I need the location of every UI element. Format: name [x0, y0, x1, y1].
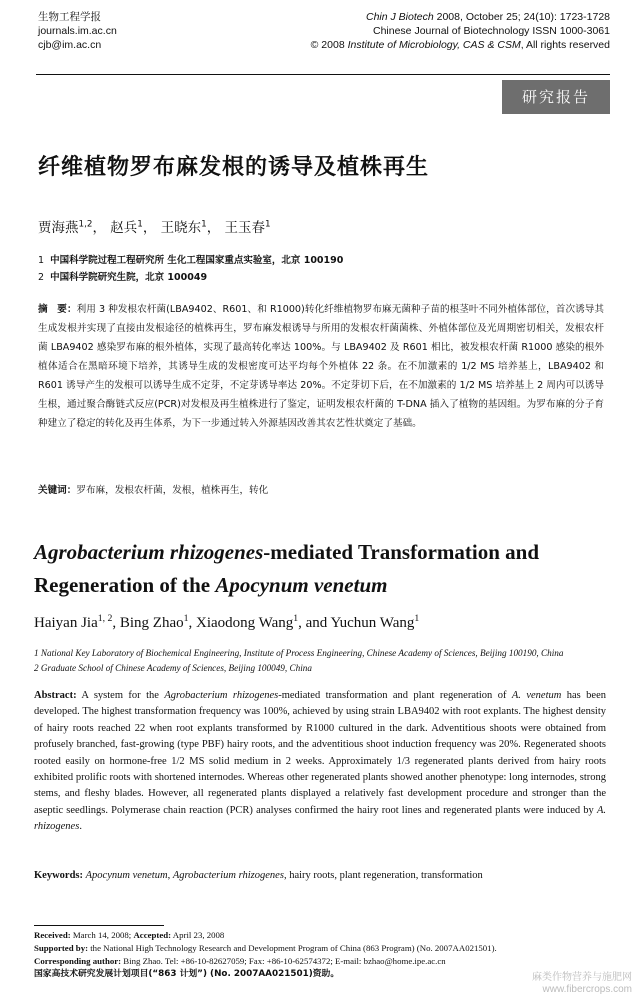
author-sup: 1 — [183, 613, 189, 624]
abstract-text: Agrobacterium rhizogenes — [164, 690, 279, 701]
author-cn: 赵兵 — [110, 220, 138, 236]
abstract-label-cn: 摘 要： — [38, 304, 77, 315]
affiliation-number: 2 — [38, 272, 45, 283]
affiliation-cn — [38, 269, 207, 283]
abstract-label-en: Abstract: — [34, 690, 77, 701]
journal-header-right — [311, 10, 610, 52]
abstract-text: A. venetum — [511, 690, 562, 701]
author-sup: 1 — [414, 613, 420, 624]
keyword: Apocynum venetum — [85, 870, 168, 881]
journal-site: journals.im.ac.cn — [38, 25, 117, 37]
author-sup: 1,2 — [78, 219, 93, 230]
paper-title-cn: 纤维植物罗布麻发根的诱导及植株再生 — [38, 155, 430, 180]
citation-details: 2008, October 25; 24(10): 1723-1728 — [433, 11, 610, 23]
author-sup: 1 — [137, 219, 143, 230]
journal-name-cn: 生物工程学报 — [38, 11, 101, 23]
author-cn: 王玉春 — [224, 220, 265, 236]
keywords-label-en: Keywords: — [34, 870, 83, 881]
journal-header-left — [38, 10, 117, 52]
received-date: March 14, 2008; — [70, 930, 134, 940]
corresponding-line — [34, 955, 497, 968]
section-tag: 研究报告 — [502, 80, 610, 114]
abstract-text: A system for the — [76, 690, 165, 701]
copyright — [311, 38, 610, 52]
footnote-rule — [34, 925, 164, 926]
keyword: , hairy roots, plant regeneration, transformation — [283, 870, 483, 881]
header-rule — [36, 74, 610, 75]
received-line — [34, 929, 497, 942]
author-cn: 王晓东 — [160, 220, 202, 236]
title-text: -mediated Transformation and — [263, 540, 540, 564]
author-sup: 1, 2 — [97, 613, 113, 624]
author-cn: 贾海燕 — [38, 220, 79, 236]
keywords-label-cn: 关键词： — [38, 485, 77, 496]
abstract-text-cn: 利用 3 种发根农杆菌(LBA9402、R601、和 R1000)转化纤维植物罗布麻无菌种子苗的根茎叶不同外植体部位，首次诱导其生成发根并实现了直接由发根途径的植株再生，罗布麻发根诱导与所用的发根农杆菌菌株、外植体部位及光周期密切相关，发根农杆菌 LBA9402 感染罗布麻的根外植体，实现了最高转化率达 100%。与 LBA9402 及 R601 相比，被发根农杆菌 R1000 感染的根外植体适合在黑暗环境下培养，其诱导生成的发根密度可达平均每个外植体 22 条。在不加激素的 1/2 MS 培养基上，LBA9402 和 R601 诱导产生的发根可以诱导生成不定芽，不定芽诱导率达 20%。不定芽切下后，在不加激素的 1/2 MS 培养基上 2 周内可以诱导生根，通过聚合酶链式反应(PCR)对发根及再生植株进行了鉴定，证明发根农杆菌的 T-DNA 插入了植物的基因组。为罗布麻的分子育种建立了稳定的转化及再生体系，为下一步通过转入外源基因改善其农艺性状奠定了基础。 — [38, 304, 604, 429]
author-en: Xiaodong Wang — [195, 615, 294, 631]
supported-label: Supported by: — [34, 943, 89, 953]
title-text: Regeneration of the — [34, 573, 216, 597]
fund-line-cn: 国家高技术研究发展计划项目(“863 计划”) (No. 2007AA021501)资助。 — [34, 969, 340, 979]
abstract-text: . — [79, 821, 82, 833]
abstract-cn — [38, 300, 604, 433]
copyright-holder: Institute of Microbiology, CAS & CSM — [347, 39, 521, 51]
journal-name-en: Chinese Journal of Biotechnology ISSN 1000-3061 — [373, 25, 610, 37]
keywords-en — [34, 870, 483, 881]
author-en: Haiyan Jia — [34, 615, 98, 631]
affiliation-en — [34, 648, 563, 658]
author-sup: 1 — [201, 219, 207, 230]
supported-text: the National High Technology Research and Development Program of China (863 Program) (No. 2007AA021501). — [88, 943, 497, 953]
author-list-cn: 贾海燕$^{1,2}$， 赵兵$^1$， 王晓东$^1$， 王玉春$^1$ — [38, 219, 271, 236]
title-organism: Agrobacterium rhizogenes — [34, 540, 264, 564]
author-list-en: Haiyan Jia$^{1, 2}$, Bing Zhao$^1$, Xiaodong Wang$^1$, and Yuchun Wang$^1$ — [34, 613, 420, 631]
citation — [311, 10, 610, 24]
author-en: and Yuchun Wang — [305, 615, 415, 631]
author-en: Bing Zhao — [119, 615, 184, 631]
accepted-label: Accepted: — [133, 930, 172, 940]
abstract-en — [34, 688, 606, 836]
affiliation-text: National Key Laboratory of Biochemical Engineering, Institute of Process Engineering, Chinese Academy of Sciences, Beijing 100190, China — [40, 648, 564, 658]
footnote — [34, 929, 497, 981]
abstract-text: has been developed. The highest transformation frequency was 100%, achieved by using strain LBA9402 with root explants. The highest density of hairy roots reached 22 when root explants transformed by R1000 cultured in the dark. Adventitious shoots were obtained from profusely branched, fast-growing (type PBF) hairy roots, and the adventitious shoot induction frequency was 20%. Regenerated shoots rooted easily on hormone-free 1/2 MS solid medium in 2 weeks. Approximately 1/3 regenerated plants derived from hairy roots exhibited prolific roots with shortened internodes. Whereas other regenerated plants showed another phenotype: long internodes, strong stems, and fleshy blades. However, all regenerated plants displayed a relatively fast development procedure and stronger than the aseptic seedlings. Polymerase chain reaction (PCR) analyses confirmed the hairy root lines and regenerated plants were induced by — [34, 690, 606, 816]
keyword-separator: , — [167, 870, 173, 881]
keywords-text-cn: 罗布麻，发根农杆菌，发根，植株再生，转化 — [76, 485, 269, 496]
abstract-text: A. rhizogenes — [34, 804, 606, 833]
affiliation-text: Graduate School of Chinese Academy of Sciences, Beijing 100049, China — [40, 663, 312, 673]
affiliation-en — [34, 663, 312, 673]
watermark-site: www.fibercrops.com — [542, 984, 632, 995]
citation-journal: Chin J Biotech — [366, 11, 434, 23]
affiliation-text: 中国科学院研究生院，北京 100049 — [50, 272, 208, 283]
received-label: Received: — [34, 930, 71, 940]
copyright-suffix: , All rights reserved — [520, 39, 610, 51]
watermark-name: 麻类作物营养与施肥网 — [532, 972, 632, 983]
affiliation-text: 中国科学院过程工程研究所 生化工程国家重点实验室，北京 100190 — [50, 255, 344, 266]
abstract-text: -mediated transformation and plant regeneration of — [278, 690, 512, 701]
journal-email: cjb@im.ac.cn — [38, 39, 102, 51]
keyword: Agrobacterium rhizogenes — [172, 870, 284, 881]
corresponding-text: Bing Zhao. Tel: +86-10-82627059; Fax: +86-10-62574372; E-mail: bzhao@home.ipe.ac.cn — [121, 956, 446, 966]
affiliation-number: 2 — [34, 663, 39, 673]
affiliation-number: 1 — [34, 648, 39, 658]
title-species: Apocynum venetum — [215, 573, 388, 597]
copyright-prefix: © 2008 — [310, 39, 348, 51]
keywords-cn — [38, 482, 268, 496]
accepted-date: April 23, 2008 — [171, 930, 225, 940]
paper-title-en — [34, 536, 614, 602]
affiliation-cn — [38, 252, 343, 266]
author-sup: 1 — [293, 613, 299, 624]
author-sup: 1 — [265, 219, 271, 230]
watermark — [532, 972, 632, 996]
affiliation-number: 1 — [38, 255, 45, 266]
supported-line — [34, 942, 497, 955]
corresponding-label: Corresponding author: — [34, 956, 122, 966]
